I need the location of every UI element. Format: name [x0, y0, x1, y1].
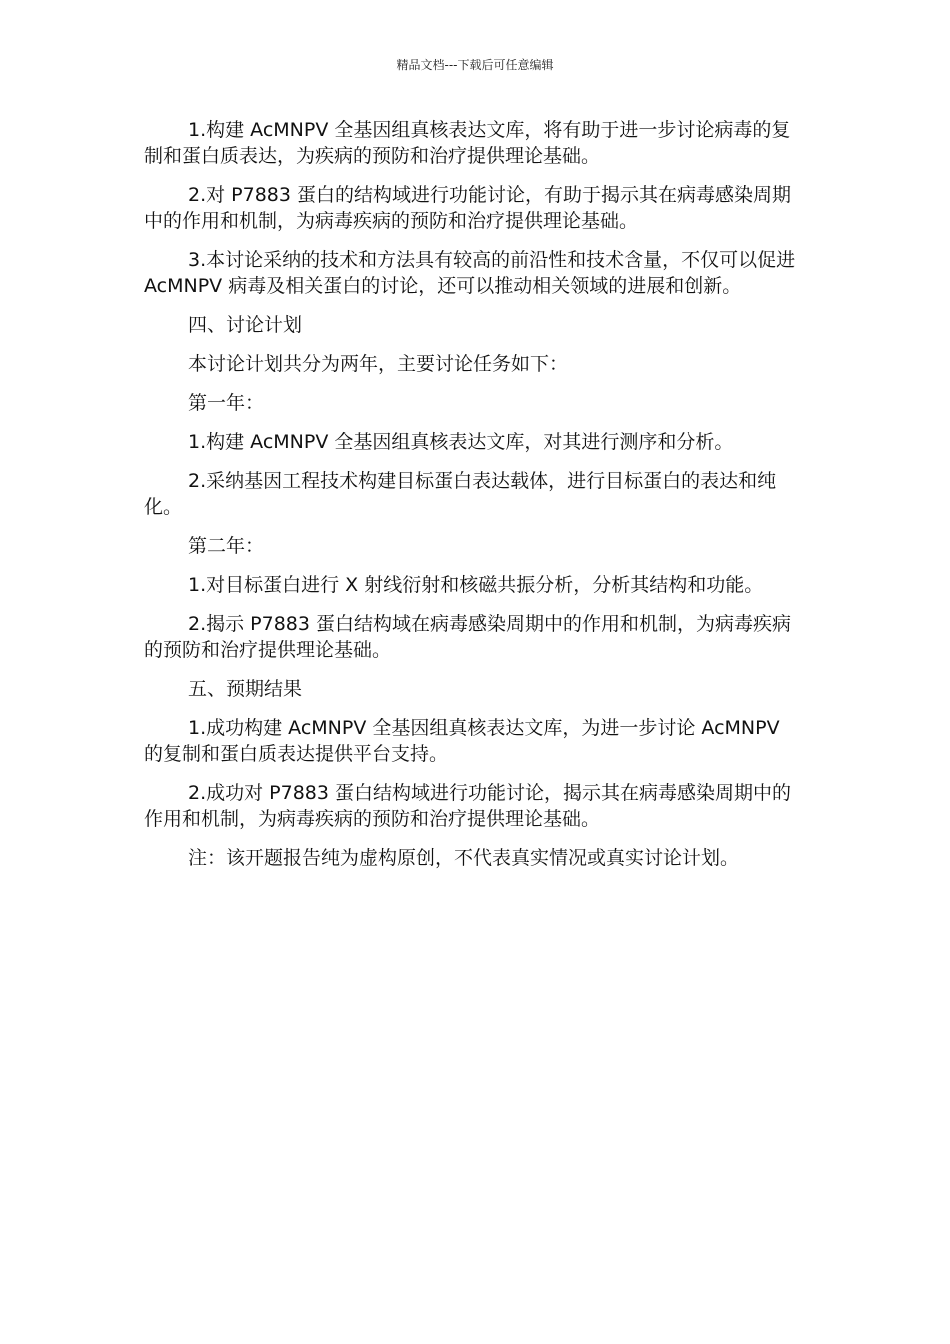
paragraph-plan-intro: 本讨论计划共分为两年，主要讨论任务如下： — [188, 353, 569, 375]
paragraph-significance-1: 1.构建 AcMNPV 全基因组真核表达文库，将有助于进一步讨论病毒的复制和蛋白质表达，为疾病的预防和治疗提供理论基础。 — [144, 119, 791, 167]
paragraph-note: 注：该开题报告纯为虚构原创，不代表真实情况或真实讨论计划。 — [188, 847, 740, 869]
paragraph-year-two-2: 2.揭示 P7883 蛋白结构域在病毒感染周期中的作用和机制，为病毒疾病的预防和治疗提供理论基础。 — [144, 613, 792, 661]
subheading-year-one: 第一年： — [188, 392, 265, 414]
paragraph-results-2: 2.成功对 P7883 蛋白结构域进行功能讨论，揭示其在病毒感染周期中的作用和机制，为病毒疾病的预防和治疗提供理论基础。 — [144, 782, 792, 830]
paragraph-results-1: 1.成功构建 AcMNPV 全基因组真核表达文库，为进一步讨论 AcMNPV 的复制和蛋白质表达提供平台支持。 — [144, 717, 780, 765]
subheading-year-two: 第二年： — [188, 535, 265, 557]
section-heading-plan: 四、讨论计划 — [188, 314, 303, 336]
section-heading-results: 五、预期结果 — [188, 678, 303, 700]
page-header: 精品文档---下载后可任意编辑 — [396, 58, 554, 72]
paragraph-significance-2: 2.对 P7883 蛋白的结构域进行功能讨论，有助于揭示其在病毒感染周期中的作用和机制，为病毒疾病的预防和治疗提供理论基础。 — [144, 184, 792, 232]
paragraph-year-one-1: 1.构建 AcMNPV 全基因组真核表达文库，对其进行测序和分析。 — [188, 431, 734, 453]
paragraph-year-two-1: 1.对目标蛋白进行 X 射线衍射和核磁共振分析，分析其结构和功能。 — [188, 574, 764, 596]
document-body — [144, 117, 804, 884]
paragraph-year-one-2: 2.采纳基因工程技术构建目标蛋白表达载体，进行目标蛋白的表达和纯化。 — [144, 470, 777, 518]
paragraph-significance-3: 3.本讨论采纳的技术和方法具有较高的前沿性和技术含量，不仅可以促进 AcMNPV 病毒及相关蛋白的讨论，还可以推动相关领域的进展和创新。 — [144, 249, 796, 297]
